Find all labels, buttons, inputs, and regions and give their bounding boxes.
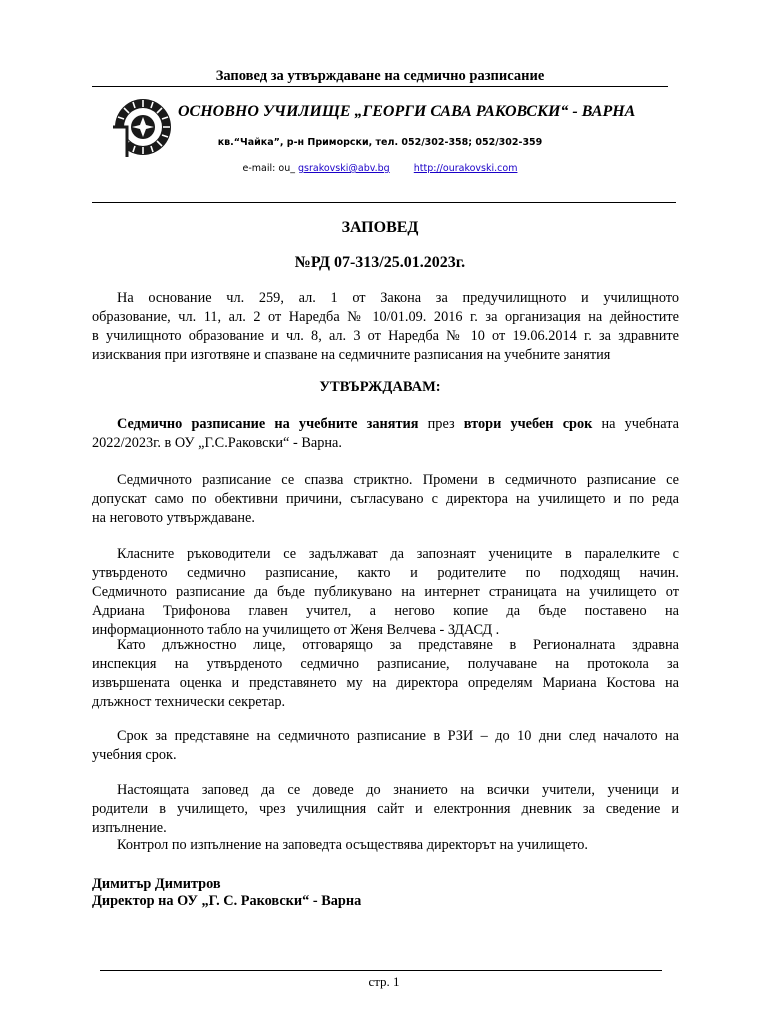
- notice-line: родители в училището, чрез училищния сайт и електронния дневник за сведение и: [92, 801, 679, 817]
- compliance-line: допускат само по обективни причини, съгласувано с директора на училището и по реда: [92, 491, 679, 507]
- page-number: стр. 1: [368, 974, 400, 989]
- contact-row: [92, 163, 668, 174]
- notice-paragraph: [92, 781, 679, 838]
- term-bold: втори учебен срок: [463, 416, 593, 432]
- notice-line: Настоящата заповед да се доведе до знанието на всички учители, ученици и: [117, 782, 679, 798]
- rzi-line: извършената оценка и представянето му на директора определям Мариана Костова на: [92, 675, 679, 691]
- notice-line: изпълнение.: [92, 820, 167, 836]
- deadline-line: учебния срок.: [92, 747, 177, 763]
- basis-line: изисквания при изготвяне и спазване на седмичните разписания на учебните занятия: [92, 347, 611, 363]
- basis-paragraph: [92, 289, 679, 365]
- email-link[interactable]: gsrakovski@abv.bg: [298, 163, 390, 174]
- school-name: ОСНОВНО УЧИЛИЩЕ „ГЕОРГИ САВА РАКОВСКИ“ - ВАРНА: [178, 103, 636, 120]
- class-teachers-line: Адриана Трифонова главен учител, а негово копие да бъде поставено на: [92, 603, 679, 619]
- header-rule: [92, 86, 668, 87]
- compliance-line: на неговото утвърждаване.: [92, 510, 255, 526]
- class-teachers-line: утвърденото седмично разписание, както и родителите по подходящ начин.: [92, 565, 679, 581]
- class-teachers-line: Седмичното разписание да бъде публикувано на интернет страницата на училището от: [92, 584, 679, 600]
- compliance-paragraph: [92, 471, 679, 528]
- class-teachers-paragraph: [92, 545, 679, 640]
- schedule-line: [92, 415, 679, 434]
- schedule-text: на учебната: [592, 416, 680, 432]
- email-prefix: e-mail: ou_: [242, 163, 295, 174]
- class-teachers-line: Класните ръководители се задължават да запознаят учениците в паралелките с: [117, 546, 679, 562]
- footer-rule: [100, 970, 662, 971]
- order-number: №РД 07-313/25.01.2023г.: [294, 254, 466, 271]
- basis-line: образование, чл. 11, ал. 2 от Наредба № 10/01.09. 2016 г. за организация на дейностите: [92, 309, 679, 325]
- rzi-line: инспекция на утвърденото седмично разписание, получаване на протокола за: [92, 656, 679, 672]
- signatory-name: Димитър Димитров: [92, 876, 221, 892]
- control-line: Контрол по изпълнение на заповедта осъществява директорът на училището.: [117, 837, 588, 853]
- class-teachers-line: информационното табло на училището от Женя Велчева - ЗДАСД .: [92, 622, 500, 638]
- contact-rule: [92, 202, 676, 203]
- order-title: ЗАПОВЕД: [341, 219, 419, 236]
- rzi-line: длъжност технически секретар.: [92, 694, 286, 710]
- school-address: кв.“Чайка”, р-н Приморски, тел. 052/302-358; 052/302-359: [217, 137, 543, 148]
- schedule-line: 2022/2023г. в ОУ „Г.С.Раковски“ - Варна.: [92, 435, 342, 451]
- basis-line: в училищното образование и чл. 8, ал. 3 от Наредба № 10 от 19.06.2014 г. за здравните: [92, 328, 679, 344]
- rzi-paragraph: [92, 636, 679, 712]
- school-logo-icon: [113, 97, 173, 157]
- signatory-position: Директор на ОУ „Г. С. Раковски“ - Варна: [92, 893, 362, 909]
- deadline-line: Срок за представяне на седмичното разписание в РЗИ – до 10 дни след началото на: [117, 728, 679, 744]
- document-header-title: Заповед за утвърждаване на седмично разписание: [215, 68, 545, 84]
- website-link[interactable]: http://ourakovski.com: [413, 163, 518, 174]
- compliance-line: Седмичното разписание се спазва стриктно. Промени в седмичното разписание се: [117, 472, 679, 488]
- approve-heading: УТВЪРЖДАВАМ:: [319, 379, 441, 395]
- schedule-bold: Седмично разписание на учебните занятия: [117, 416, 419, 432]
- schedule-paragraph: [92, 415, 679, 453]
- basis-line: На основание чл. 259, ал. 1 от Закона за предучилищното и училищното: [117, 290, 679, 306]
- deadline-paragraph: [92, 727, 679, 765]
- control-paragraph: [92, 836, 679, 855]
- rzi-line: Като длъжностно лице, отговарящо за представяне в Регионалната здравна: [117, 637, 679, 653]
- schedule-text: през: [418, 416, 464, 432]
